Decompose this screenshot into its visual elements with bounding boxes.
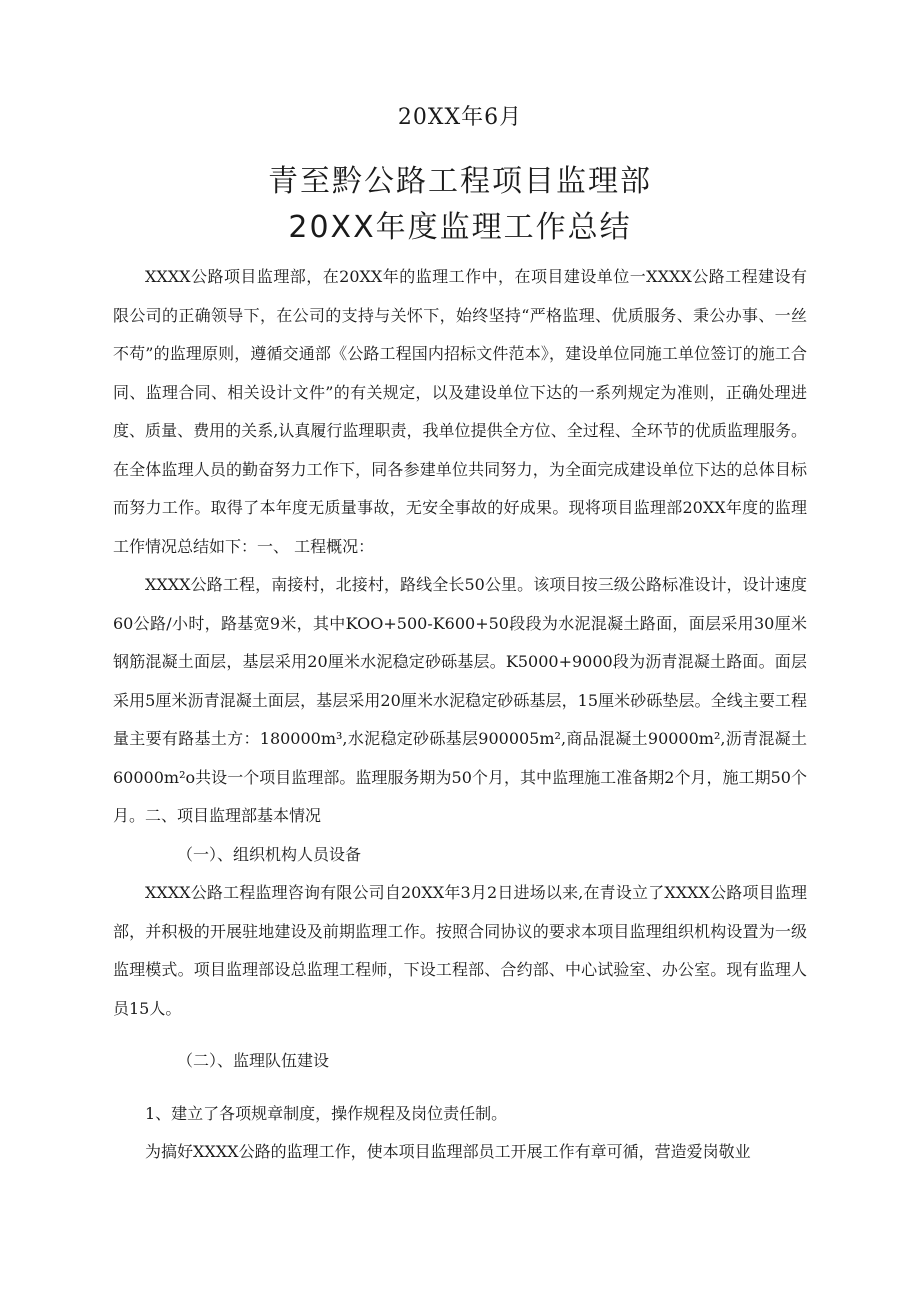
document-title-line1: 青至黔公路工程项目监理部 <box>268 164 652 199</box>
document-title-line2: 20XX年度监理工作总结 <box>288 210 632 245</box>
document-date: 20XX年6月 <box>397 105 523 130</box>
subsection-heading-rules: 1、建立了各项规章制度，操作规程及岗位责任制。 <box>145 1103 508 1123</box>
section-heading-organization: （一）、组织机构人员设备 <box>177 844 362 864</box>
paragraph-rules: 为搞好XXXX公路的监理工作，使本项目监理部员工开展工作有章可循，营造爱岗敬业 <box>145 1142 751 1161</box>
paragraph-intro: XXXX公路项目监理部，在20XX年的监理工作中，在项目建设单位一XXXX公路工程建设有限公司的正确领导下，在公司的支持与关怀下，始终坚持“严格监理、优质服务、秉公办事、一丝不苟”的监理原则，遵循交通部《公路工程国内招标文件范本》，建设单位同施工单位签订的施工合同、监理合同、相关设计文件”的有关规定，以及建设单位下达的一系列规定为准则，正确处理进度、质量、费用的关系,认真履行监理职责，我单位提供全方位、全过程、全环节的优质监理服务。在全体监理人员的勤奋努力工作下，同各参建单位共同努力，为全面完成建设单位下达的总体目标而努力工作。取得了本年度无质量事故，无安全事故的好成果。现将项目监理部20XX年度的监理工作情况总结如下：一、 工程概况： <box>113 267 807 556</box>
paragraph-organization: XXXX公路工程监理咨询有限公司自20XX年3月2日进场以来,在青设立了XXXX公路项目监理部，并积极的开展驻地建设及前期监理工作。按照合同协议的要求本项目监理组织机构设置为一级监理模式。项目监理部设总监理工程师，下设工程部、合约部、中心试验室、办公室。现有监理人员15人。 <box>113 883 807 1018</box>
document-body <box>113 258 807 1172</box>
paragraph-project-overview: XXXX公路工程，南接村，北接村，路线全长50公里。该项目按三级公路标准设计，设计速度60公路/小时，路基宽9米，其中KOO+500-K600+50段段为水泥混凝土路面，面层采用30厘米钢筋混凝土面层，基层采用20厘米水泥稳定砂砾基层。K5000+9000段为沥青混凝土路面。面层采用5厘米沥青混凝土面层，基层采用20厘米水泥稳定砂砾基层，15厘米砂砾垫层。全线主要工程量主要有路基土方：180000m³,水泥稳定砂砾基层900005m²,商品混凝土90000m²,沥青混凝土60000m²o共设一个项目监理部。监理服务期为50个月，其中监理施工准备期2个月，施工期50个月。二、项目监理部基本情况 <box>113 575 807 825</box>
section-heading-team-building: （二）、监理队伍建设 <box>177 1051 330 1070</box>
